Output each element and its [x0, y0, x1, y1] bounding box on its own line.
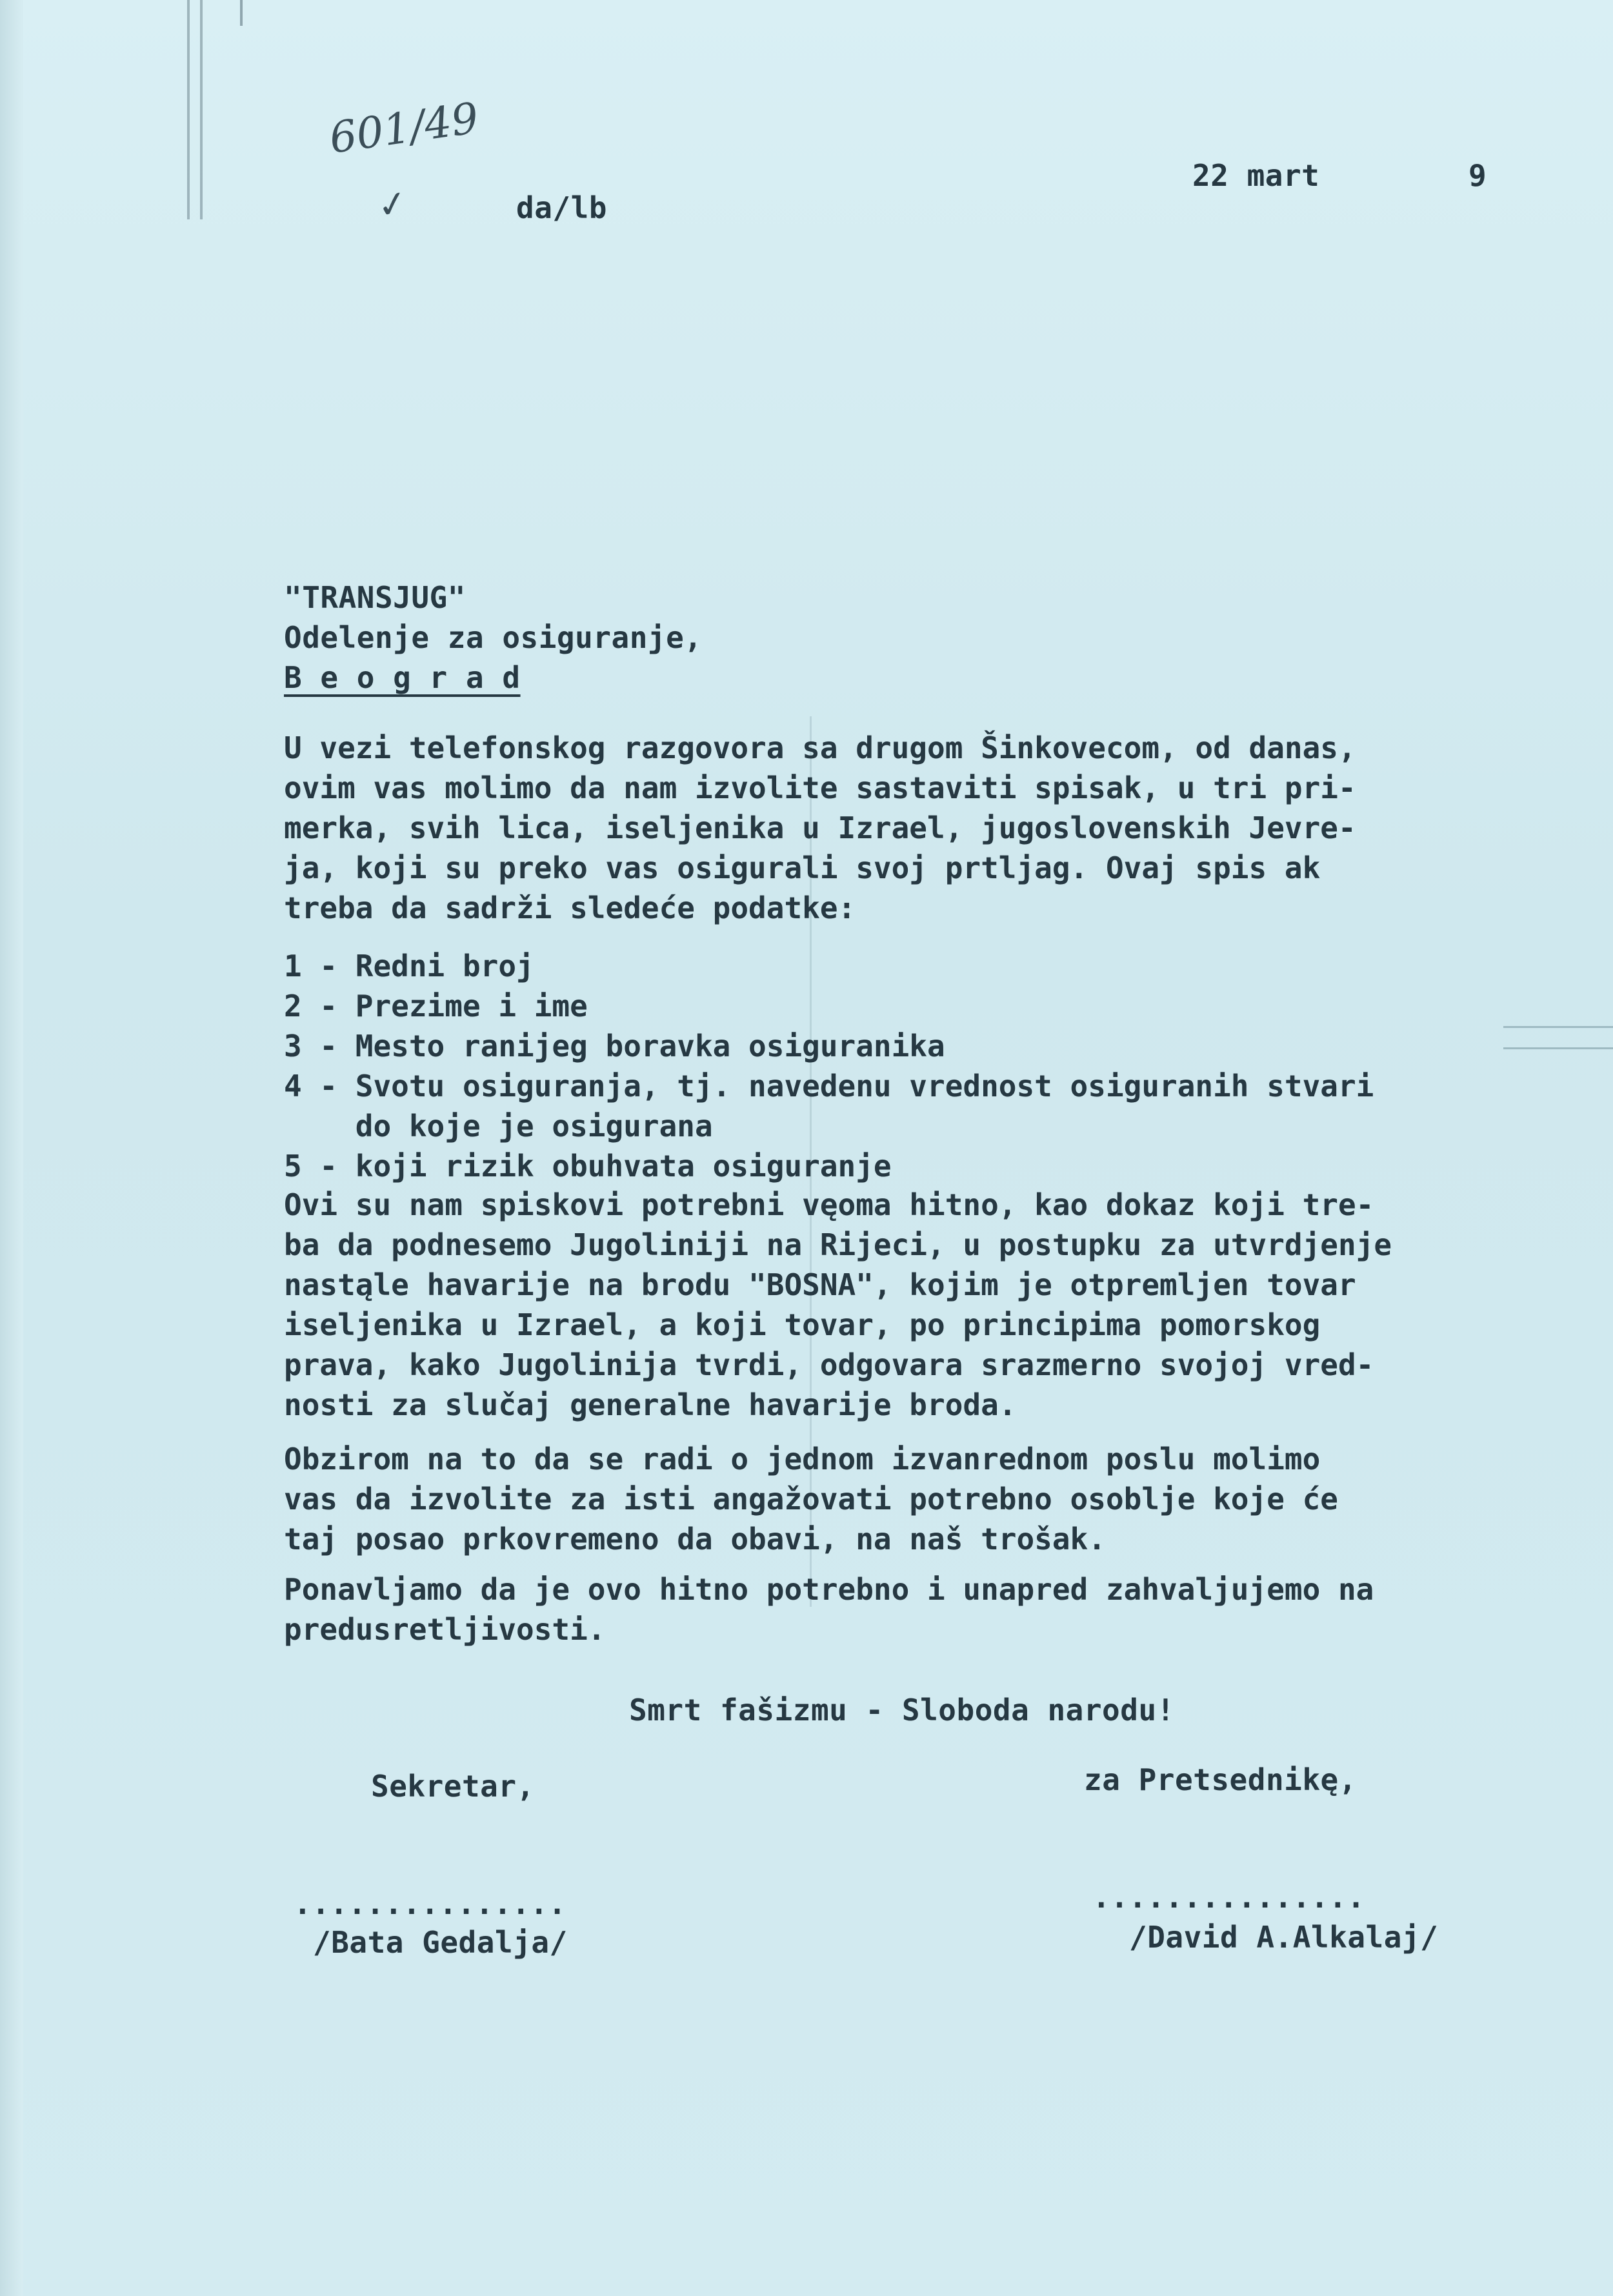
addressee-city: B e o g r a d	[284, 660, 521, 695]
paragraph-line: prava, kako Jugolinija tvrdi, odgovara srazmerno svojoj vred-	[284, 1347, 1374, 1382]
paragraph-line: iseljenika u Izrael, a koji tovar, po principima pomorskog	[284, 1307, 1321, 1342]
paragraph-line: treba da sadrži sledeće podatke:	[284, 891, 856, 925]
paragraph-line: ba da podnesemo Jugoliniji na Rijeci, u postupku za utvrdjenje	[284, 1227, 1392, 1262]
list-item: 5 - koji rizik obuhvata osiguranje	[284, 1149, 892, 1183]
paragraph-line: taj posao prkovremeno da obavi, na naš trošak.	[284, 1522, 1106, 1556]
body-paragraph-2	[284, 1185, 1392, 1425]
list-item: 2 - Prezime i ime	[284, 989, 588, 1023]
paragraph-line: Ponavljamo da je ovo hitno potrebno i unapred zahvaljujemo na	[284, 1572, 1374, 1607]
paragraph-line: Ovi su nam spiskovi potrebni vęoma hitno, kao dokaz koji tre-	[284, 1187, 1374, 1222]
page-number: 9	[1468, 158, 1487, 193]
addressee-company: "TRANSJUG"	[284, 580, 466, 615]
paragraph-line: nosti za slučaj generalne havarije broda.	[284, 1387, 1017, 1422]
body-paragraph-3	[284, 1439, 1338, 1559]
addressee-department: Odelenje za osiguranje,	[284, 620, 703, 655]
list-item: 3 - Mesto ranijeg boravka osiguranika	[284, 1029, 945, 1063]
secretary-signature-line: ...............	[294, 1886, 566, 1921]
closing-salutation: Smrt fašizmu - Sloboda narodu!	[629, 1693, 1175, 1727]
margin-mark	[1503, 1026, 1613, 1049]
secretary-title: Sekretar,	[371, 1769, 535, 1804]
binder-mark	[187, 0, 203, 219]
president-title: za Pretsednikę,	[1084, 1762, 1357, 1797]
paragraph-line: vas da izvolite za isti angažovati potrebno osoblje koje će	[284, 1482, 1338, 1516]
page-edge	[0, 0, 23, 2296]
body-paragraph-1	[284, 728, 1356, 928]
list-item: 4 - Svotu osiguranja, tj. navedenu vrednost osiguranih stvari	[284, 1069, 1374, 1103]
check-mark-icon: ✓	[374, 181, 412, 228]
handwritten-reference: 601/49	[326, 93, 482, 163]
secretary-name: /Bata Gedalja/	[313, 1925, 568, 1960]
president-name: /David A.Alkalaj/	[1129, 1920, 1439, 1955]
list-item: do koje je osigurana	[284, 1109, 713, 1143]
paragraph-line: predusretljivosti.	[284, 1612, 606, 1647]
paragraph-line: Obzirom na to da se radi o jednom izvanrednom poslu molimo	[284, 1442, 1321, 1476]
president-signature-line: ...............	[1092, 1880, 1365, 1915]
paragraph-line: merka, svih lica, iseljenika u Izrael, jugoslovenskih Jevre-	[284, 811, 1356, 845]
paragraph-line: U vezi telefonskog razgovora sa drugom Šinkovecom, od danas,	[284, 730, 1356, 765]
data-fields-list	[284, 946, 1374, 1186]
binder-tick	[240, 0, 243, 26]
paragraph-line: ovim vas molimo da nam izvolite sastaviti spisak, u tri pri-	[284, 770, 1356, 805]
body-paragraph-4	[284, 1569, 1374, 1649]
list-item: 1 - Redni broj	[284, 949, 534, 983]
reference-code: da/lb	[516, 190, 607, 225]
paragraph-line: nastąle havarije na brodu "BOSNA", kojim je otpremljen tovar	[284, 1267, 1356, 1302]
paragraph-line: ja, koji su preko vas osigurali svoj prtljag. Ovaj spis ak	[284, 851, 1321, 885]
letter-date: 22 mart	[1192, 158, 1320, 193]
